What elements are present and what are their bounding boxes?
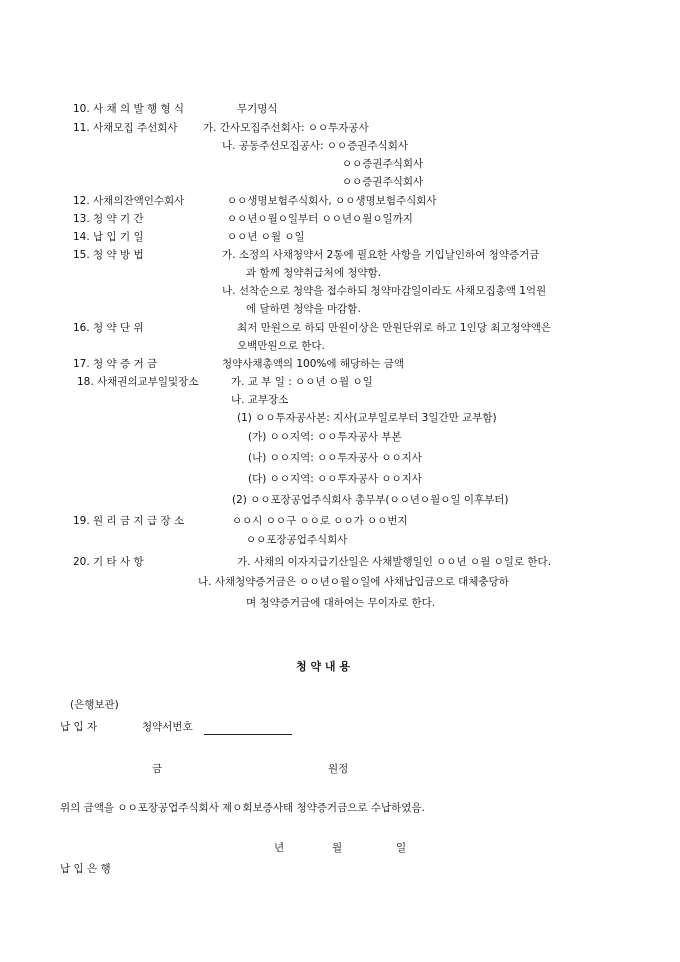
payment-bank-label: 납 입 은 행 (60, 863, 111, 875)
item-15-line-3: 나. 선착순으로 청약을 접수하되 청약마감일이라도 사채모집총액 1억원 (222, 285, 547, 297)
item-11-line-4: ㅇㅇ증권주식회사 (342, 176, 424, 188)
month-label: 월 (332, 842, 343, 854)
item-14-label: 14. 납 입 기 일 (73, 231, 144, 243)
item-10-value: 무기명식 (237, 103, 278, 115)
item-13-value: ㅇㅇ년ㅇ월ㅇ일부터 ㅇㅇ년ㅇ월ㅇ일까지 (227, 213, 413, 225)
item-18-line-5: (나) ㅇㅇ지역: ㅇㅇ투자공사 ㅇㅇ지사 (248, 452, 422, 464)
item-15-line-4: 에 달하면 청약을 마감함. (246, 303, 361, 315)
year-label: 년 (274, 842, 285, 854)
item-18-line-6: (다) ㅇㅇ지역: ㅇㅇ투자공사 ㅇㅇ지사 (248, 473, 422, 485)
application-number-line (204, 734, 292, 735)
item-11-label: 11. 사채모집 주선회사 (73, 122, 178, 134)
item-18-value: 가. 교 부 일 : ㅇㅇ년 ㅇ월 ㅇ일 (231, 376, 373, 388)
item-16-label: 16. 청 약 단 위 (73, 322, 144, 334)
item-15-label: 15. 청 약 방 법 (73, 249, 144, 261)
item-18-line-4: (가) ㅇㅇ지역: ㅇㅇ투자공사 부본 (248, 431, 402, 443)
item-18-line-7: (2) ㅇㅇ포장공업주식회사 총무부(ㅇㅇ년ㅇ월ㅇ일 이후부터) (232, 494, 509, 506)
application-number-label: 청약서번호 (142, 721, 193, 733)
receipt-title: 청 약 내 용 (296, 660, 350, 673)
item-18-line-3: (1) ㅇㅇ투자공사본: 지사(교부일로부터 3일간만 교부함) (237, 412, 497, 424)
item-19-value: ㅇㅇ시 ㅇㅇ구 ㅇㅇ로 ㅇㅇ가 ㅇㅇ번지 (232, 515, 408, 527)
item-10-label: 10. 사 채 의 발 행 형 식 (73, 103, 185, 115)
item-17-label: 17. 청 약 증 거 금 (73, 358, 158, 370)
item-11-line-3: ㅇㅇ증권주식회사 (342, 158, 424, 170)
item-20-line-2: 나. 사채청약증거금은 ㅇㅇ년ㅇ월ㅇ일에 사채납입금으로 대체충당하 (198, 576, 509, 588)
item-12-label: 12. 사채의잔액인수회사 (73, 195, 185, 207)
item-17-value: 청약사채총액의 100%에 해당하는 금액 (222, 358, 405, 370)
item-16-value: 최저 만원으로 하되 만원이상은 만원단위로 하고 1인당 최고청약액은 (237, 322, 552, 334)
item-20-value: 가. 사채의 이자지급기산일은 사채발행일인 ㅇㅇ년 ㅇ월 ㅇ일로 한다. (237, 556, 552, 568)
amount-suffix: 원정 (328, 763, 349, 775)
bank-copy-label: (은행보관) (70, 699, 119, 711)
item-19-line-2: ㅇㅇ포장공업주식회사 (246, 534, 348, 546)
payer-label: 납 입 자 (60, 721, 98, 733)
item-16-line-2: 오백만원으로 한다. (237, 340, 325, 352)
item-18-line-2: 나. 교부장소 (231, 394, 289, 406)
item-14-value: ㅇㅇ년 ㅇ월 ㅇ일 (227, 231, 305, 243)
item-18-label: 18. 사채권의교부일및장소 (77, 376, 199, 388)
item-11-value: 가. 간사모집주선회사: ㅇㅇ투자공사 (203, 122, 369, 134)
item-19-label: 19. 원 리 금 지 급 장 소 (73, 515, 185, 527)
item-20-line-3: 며 청약증거금에 대하여는 무이자로 한다. (246, 597, 436, 609)
item-12-value: ㅇㅇ생명보험주식회사, ㅇㅇ생명보험주식회사 (227, 195, 437, 207)
day-label: 일 (396, 842, 407, 854)
item-20-label: 20. 기 타 사 항 (73, 556, 144, 568)
item-11-line-2: 나. 공동주선모집공사: ㅇㅇ증권주식회사 (222, 140, 408, 152)
amount-label: 금 (152, 763, 163, 775)
item-13-label: 13. 청 약 기 간 (73, 213, 144, 225)
item-15-value: 가. 소정의 사채청약서 2통에 필요한 사항을 기입날인하여 청약증거금 (222, 249, 540, 261)
item-15-line-2: 과 함께 청약취급처에 청약함. (246, 267, 382, 279)
receipt-statement: 위의 금액을 ㅇㅇ포장공업주식회사 제ㅇ회보증사태 청약증거금으로 수납하였음. (60, 802, 425, 814)
